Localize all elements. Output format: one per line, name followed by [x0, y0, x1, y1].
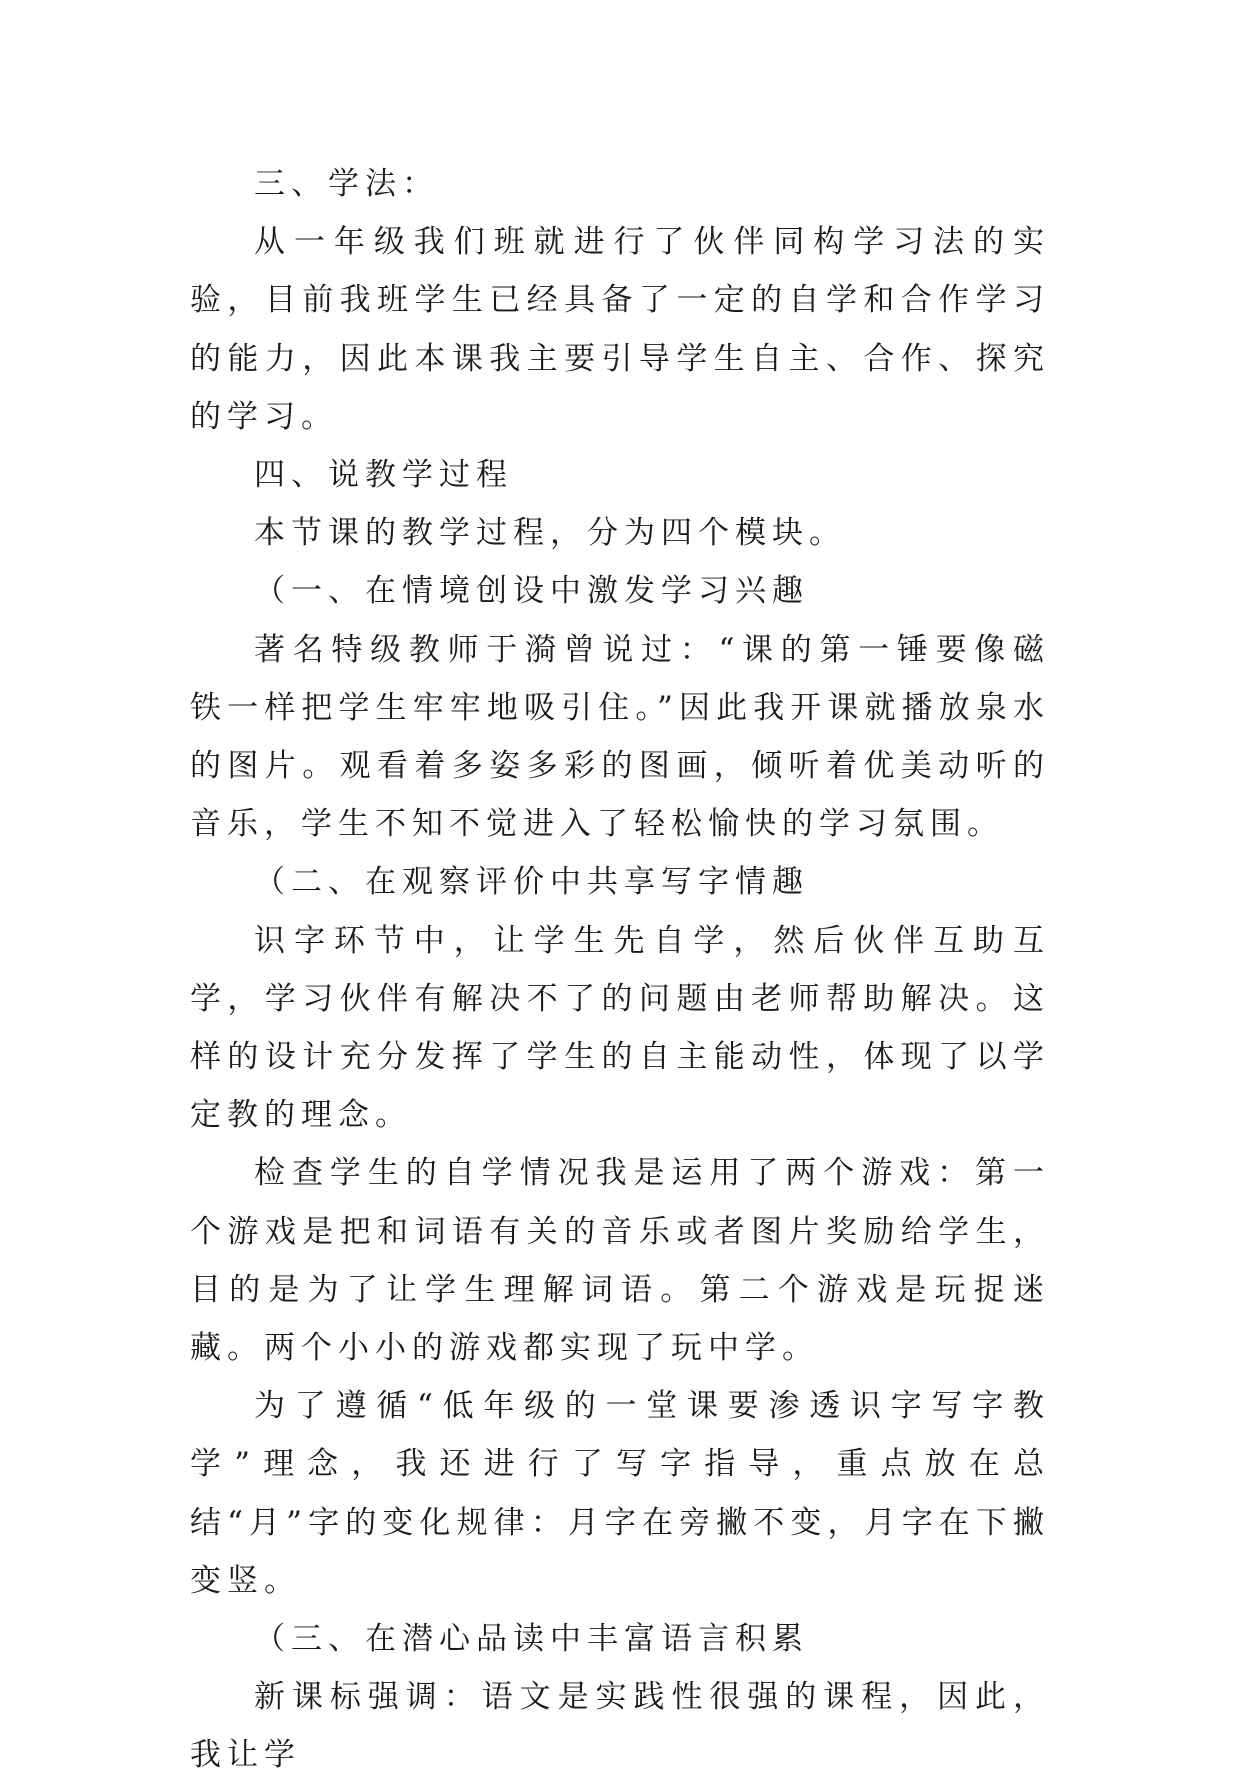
- section-heading-teaching-process: 四、说教学过程: [254, 457, 513, 494]
- section-heading-study-method: 三、学法：: [254, 166, 439, 202]
- paragraph: 为了遵循“低年级的一堂课要渗透识字写字教学”理念，我还进行了写字指导，重点放在总结“月”字的变化规律：月字在旁撇不变，月字在下撇变竖。: [190, 1388, 1050, 1599]
- document-body: [190, 155, 1050, 1785]
- paragraph: 从一年级我们班就进行了伙伴同构学习法的实验，目前我班学生已经具备了一定的自学和合作学习的能力，因此本课我主要引导学生自主、合作、探究的学习。: [190, 224, 1050, 435]
- subsection-heading-3: （三、在潜心品读中丰富语言积累: [254, 1621, 809, 1658]
- paragraph: 检查学生的自学情况我是运用了两个游戏：第一个游戏是把和词语有关的音乐或者图片奖励给学生，目的是为了让学生理解词语。第二个游戏是玩捉迷藏。两个小小的游戏都实现了玩中学。: [190, 1155, 1050, 1367]
- paragraph: 识字环节中，让学生先自学，然后伙伴互助互学，学习伙伴有解决不了的问题由老师帮助解决。这样的设计充分发挥了学生的自主能动性，体现了以学定教的理念。: [190, 922, 1050, 1134]
- paragraph: 本节课的教学过程，分为四个模块。: [254, 515, 846, 552]
- paragraph: 新课标强调：语文是实践性很强的课程，因此，我让学: [190, 1679, 1050, 1774]
- paragraph: 著名特级教师于漪曾说过：“课的第一锤要像磁铁一样把学生牢牢地吸引住。”因此我开课就播放泉水的图片。观看着多姿多彩的图画，倾听着优美动听的音乐，学生不知不觉进入了轻松愉快的学习氛围。: [190, 631, 1050, 843]
- subsection-heading-1: （一、在情境创设中激发学习兴趣: [254, 573, 809, 610]
- subsection-heading-2: （二、在观察评价中共享写字情趣: [254, 864, 809, 901]
